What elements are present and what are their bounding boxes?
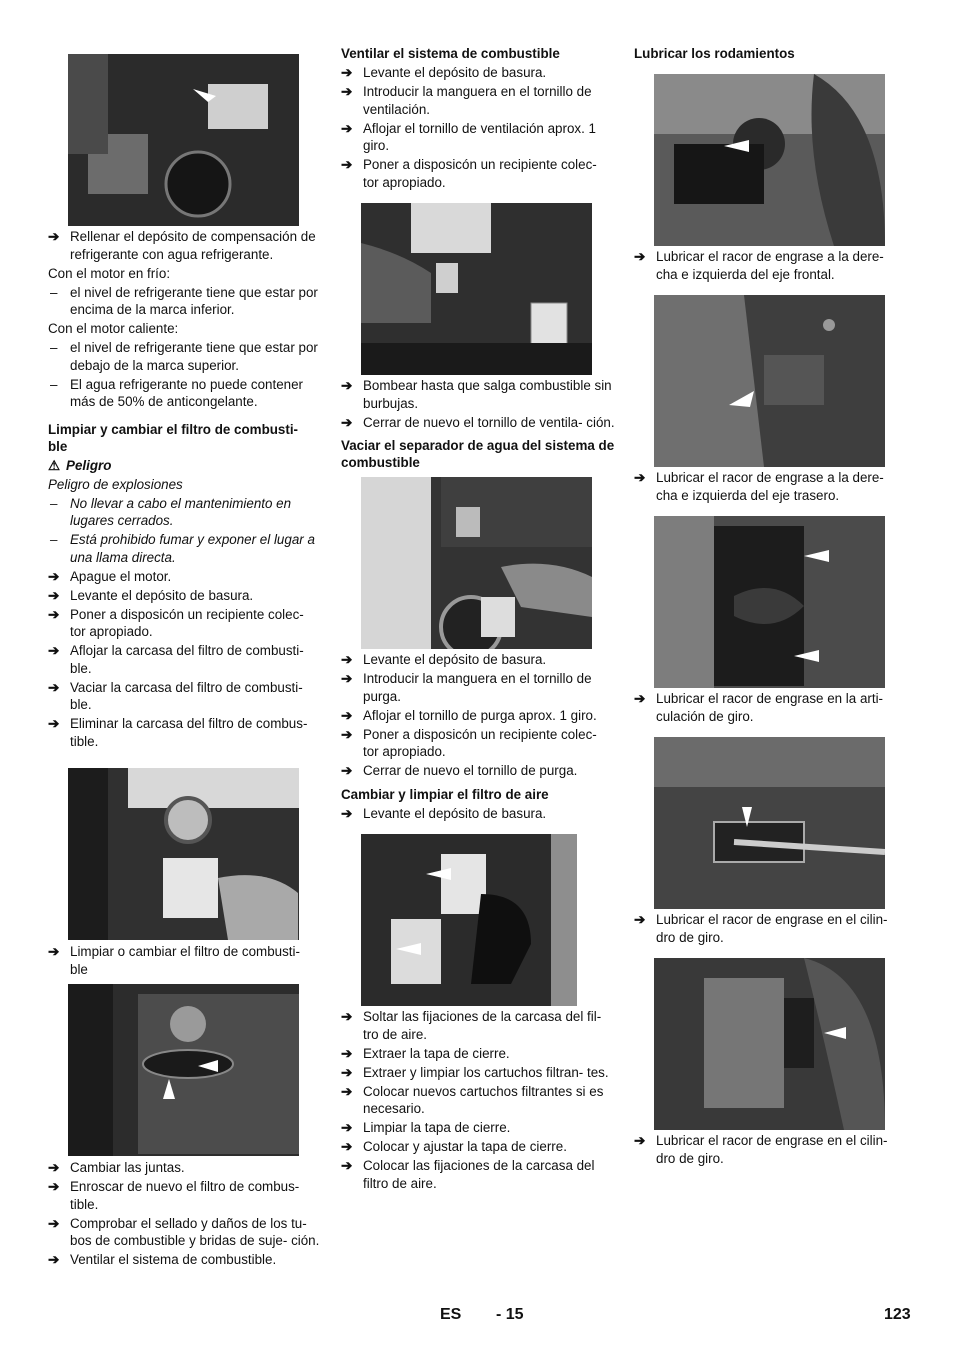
heading-water-separator: Vaciar el separador de agua del sistema de combustible xyxy=(341,438,615,470)
step-arrow-icon: ➔ xyxy=(48,1179,60,1194)
step-arrow-icon: ➔ xyxy=(48,587,60,603)
step-arrow-icon: ➔ xyxy=(634,912,646,927)
danger-label: ⚠ Peligro xyxy=(48,457,112,473)
fuel-step: ➔ Poner a disposicón un recipiente colec- tor apropiado. xyxy=(48,606,304,639)
cold-engine-item: – el nivel de refrigerante tiene que estar por encima de la marca inferior. xyxy=(50,284,318,317)
air-step: ➔ Soltar las fijaciones de la carcasa del fil- tro de aire. xyxy=(341,1009,602,1042)
photo-front-axle xyxy=(654,74,885,246)
step-arrow-icon: ➔ xyxy=(341,1009,353,1024)
vent-step: ➔ Introducir la manguera en el tornillo de ventilación. xyxy=(341,84,592,117)
step-arrow-icon: ➔ xyxy=(48,944,60,959)
step-arrow-icon: ➔ xyxy=(341,378,353,393)
step-clean-filter: ➔ Limpiar o cambiar el filtro de combusti- ble xyxy=(48,944,300,977)
photo-rear-axle xyxy=(654,295,885,467)
hot-engine-label: Con el motor caliente: xyxy=(48,321,179,336)
step-arrow-icon: ➔ xyxy=(48,1160,60,1175)
danger-intro: Peligro de explosiones xyxy=(48,476,183,492)
water-step: ➔ Cerrar de nuevo el tornillo de purga. xyxy=(341,763,578,778)
final-step: ➔ Ventilar el sistema de combustible. xyxy=(48,1252,277,1267)
lubricate-step: ➔ Lubricar el racor de engrase en la arti- culación de giro. xyxy=(634,691,884,724)
lubricate-step: ➔ Lubricar el racor de engrase a la dere- cha e izquierda del eje trasero. xyxy=(634,470,884,503)
step-arrow-icon: ➔ xyxy=(341,763,353,778)
step-arrow-icon: ➔ xyxy=(341,157,353,172)
step-arrow-icon: ➔ xyxy=(48,606,60,622)
photo-front-axle-drawing xyxy=(654,74,885,246)
step-arrow-icon: ➔ xyxy=(48,229,60,244)
vent-step: ➔ Levante el depósito de basura. xyxy=(341,65,547,80)
vent-step: ➔ Bombear hasta que salga combustible sin burbujas. xyxy=(341,378,612,411)
danger-item: – Está prohibido fumar y exponer el lugar a una llama directa. xyxy=(50,532,315,565)
photo-rear-axle-drawing xyxy=(654,295,885,467)
final-step: ➔ Comprobar el sellado y daños de los tu- bos de combustible y bridas de suje- ción. xyxy=(48,1215,320,1248)
step-arrow-icon: ➔ xyxy=(341,414,353,430)
step-arrow-icon: ➔ xyxy=(48,679,60,695)
column-2 xyxy=(341,44,615,1194)
photo-vent-fuel xyxy=(361,203,592,375)
photo-coolant-tank xyxy=(68,54,299,226)
final-step: ➔ Enroscar de nuevo el filtro de combus- tible. xyxy=(48,1179,300,1212)
step-arrow-icon: ➔ xyxy=(341,1083,353,1099)
photo-steering-cylinder-1 xyxy=(654,737,885,909)
step-arrow-icon: ➔ xyxy=(634,249,646,264)
vent-step: ➔ Poner a disposicón un recipiente colec- tor apropiado. xyxy=(341,157,597,190)
step-arrow-icon: ➔ xyxy=(634,470,646,485)
heading-air-filter: Cambiar y limpiar el filtro de aire xyxy=(341,786,549,802)
step-arrow-icon: ➔ xyxy=(341,671,353,686)
photo-steering-cylinder-2-drawing xyxy=(654,958,885,1130)
air-step: ➔ Levante el depósito de basura. xyxy=(341,805,547,821)
photo-vent-fuel-drawing xyxy=(361,203,592,375)
hot-engine-item: – El agua refrigerante no puede contener más de 50% de anticongelante. xyxy=(50,376,304,409)
photo-water-separator xyxy=(361,477,592,649)
fuel-step: ➔ Levante el depósito de basura. xyxy=(48,587,254,603)
step-arrow-icon: ➔ xyxy=(341,805,353,821)
vent-step: ➔ Cerrar de nuevo el tornillo de ventila- ción. xyxy=(341,414,615,430)
footer-language: ES xyxy=(440,1306,462,1323)
step-arrow-icon: ➔ xyxy=(341,652,353,667)
fuel-step: ➔ Apague el motor. xyxy=(48,568,172,584)
step-arrow-icon: ➔ xyxy=(341,1139,353,1154)
step-arrow-icon: ➔ xyxy=(341,120,353,136)
photo-air-filter xyxy=(361,834,577,1006)
step-arrow-icon: ➔ xyxy=(48,1215,60,1231)
step-arrow-icon: ➔ xyxy=(341,726,353,742)
photo-fuel-filter-housing-drawing xyxy=(68,984,299,1156)
lubricate-step: ➔ Lubricar el racor de engrase en el cilin- dro de giro. xyxy=(634,1133,888,1166)
cold-engine-label: Con el motor en frío: xyxy=(48,265,171,281)
air-step: ➔ Extraer y limpiar los cartuchos filtran- tes. xyxy=(341,1064,609,1080)
fuel-step: ➔ Vaciar la carcasa del filtro de combusti- ble. xyxy=(48,679,303,712)
step-arrow-icon: ➔ xyxy=(634,1133,646,1148)
heading-lubricate-bearings: Lubricar los rodamientos xyxy=(634,46,795,61)
photo-fuel-filter-housing xyxy=(68,984,299,1156)
air-step: ➔ Colocar y ajustar la tapa de cierre. xyxy=(341,1139,567,1154)
dash-icon: – xyxy=(50,376,58,392)
dash-icon: – xyxy=(50,284,58,300)
air-step: ➔ Colocar las fijaciones de la carcasa del filtro de aire. xyxy=(341,1158,595,1191)
dash-icon: – xyxy=(50,495,58,511)
step-arrow-icon: ➔ xyxy=(341,707,353,723)
step-refill-coolant: ➔ Rellenar el depósito de compensación de refrigerante con agua refrigerante. xyxy=(48,229,316,262)
photo-fuel-filter xyxy=(68,768,299,940)
fuel-step: ➔ Eliminar la carcasa del filtro de combus- tible. xyxy=(48,716,308,749)
final-step: ➔ Cambiar las juntas. xyxy=(48,1160,185,1175)
step-arrow-icon: ➔ xyxy=(48,1252,60,1267)
column-3 xyxy=(634,44,906,1169)
water-step: ➔ Poner a disposicón un recipiente colec- tor apropiado. xyxy=(341,726,597,759)
heading-fuel-filter: Limpiar y cambiar el filtro de combusti- ble xyxy=(48,421,299,454)
air-step: ➔ Colocar nuevos cartuchos filtrantes si es necesario. xyxy=(341,1083,604,1116)
water-step: ➔ Aflojar el tornillo de purga aprox. 1 giro. xyxy=(341,707,597,723)
step-arrow-icon: ➔ xyxy=(341,84,353,99)
photo-steering-cylinder-1-drawing xyxy=(654,737,885,909)
photo-coolant-tank-drawing xyxy=(68,54,299,226)
photo-steering-cylinder-2 xyxy=(654,958,885,1130)
step-arrow-icon: ➔ xyxy=(341,1120,353,1135)
photo-fuel-filter-drawing xyxy=(68,768,299,940)
danger-item: – No llevar a cabo el mantenimiento en lugares cerrados. xyxy=(50,495,292,528)
photo-air-filter-drawing xyxy=(361,834,577,1006)
air-step: ➔ Extraer la tapa de cierre. xyxy=(341,1045,510,1061)
step-arrow-icon: ➔ xyxy=(341,65,353,80)
photo-swivel-joint-drawing xyxy=(654,516,885,688)
photo-water-separator-drawing xyxy=(361,477,592,649)
step-arrow-icon: ➔ xyxy=(341,1158,353,1173)
vent-step: ➔ Aflojar el tornillo de ventilación aprox. 1 giro. xyxy=(341,120,596,153)
column-1 xyxy=(48,44,320,1270)
dash-icon: – xyxy=(50,340,58,355)
air-step: ➔ Limpiar la tapa de cierre. xyxy=(341,1120,511,1135)
step-arrow-icon: ➔ xyxy=(48,568,60,584)
hot-engine-item: – el nivel de refrigerante tiene que estar por debajo de la marca superior. xyxy=(50,340,318,373)
step-arrow-icon: ➔ xyxy=(341,1064,353,1080)
step-arrow-icon: ➔ xyxy=(634,691,646,706)
step-arrow-icon: ➔ xyxy=(341,1045,353,1061)
dash-icon: – xyxy=(50,532,58,547)
step-arrow-icon: ➔ xyxy=(48,716,60,731)
water-step: ➔ Levante el depósito de basura. xyxy=(341,652,547,667)
heading-vent-fuel: Ventilar el sistema de combustible xyxy=(341,46,560,61)
lubricate-step: ➔ Lubricar el racor de engrase a la dere- cha e izquierda del eje frontal. xyxy=(634,249,884,282)
warning-icon: ⚠ xyxy=(48,457,61,473)
lubricate-step: ➔ Lubricar el racor de engrase en el cilin- dro de giro. xyxy=(634,912,888,945)
fuel-step: ➔ Aflojar la carcasa del filtro de combusti- ble. xyxy=(48,643,304,676)
water-step: ➔ Introducir la manguera en el tornillo de purga. xyxy=(341,671,592,704)
footer-section: - 15 xyxy=(496,1306,524,1323)
step-arrow-icon: ➔ xyxy=(48,643,60,658)
photo-swivel-joint xyxy=(654,516,885,688)
footer-page-number: 123 xyxy=(884,1306,911,1323)
